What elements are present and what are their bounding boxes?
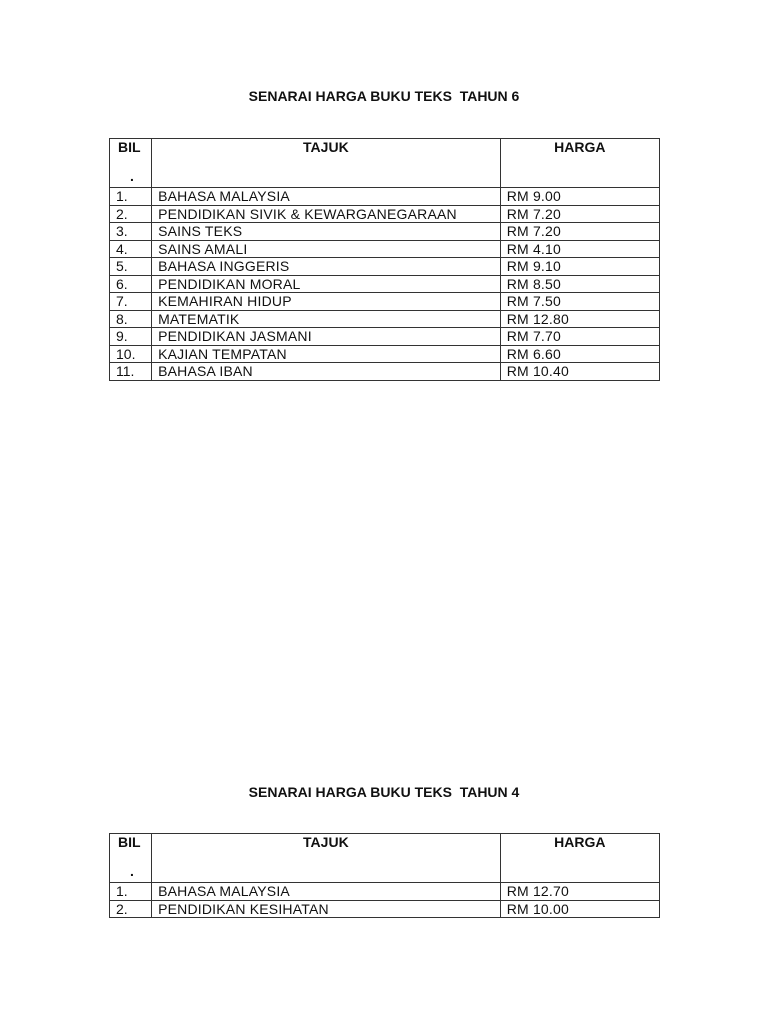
cell-harga: RM 7.70 [500, 328, 659, 346]
cell-tajuk: PENDIDIKAN MORAL [152, 275, 501, 293]
cell-tajuk: SAINS TEKS [152, 223, 501, 241]
table-row [110, 363, 660, 381]
cell-bil: 3. [110, 223, 152, 241]
cell-tajuk: BAHASA MALAYSIA [152, 883, 501, 901]
table-row [110, 293, 660, 311]
table-row [110, 275, 660, 293]
cell-harga: RM 10.40 [500, 363, 659, 381]
table-row [110, 223, 660, 241]
cell-tajuk: PENDIDIKAN SIVIK & KEWARGANEGARAAN [152, 205, 501, 223]
header-harga [500, 834, 659, 883]
cell-tajuk: MATEMATIK [152, 310, 501, 328]
header-tajuk-label: TAJUK [303, 834, 349, 850]
cell-bil: 7. [110, 293, 152, 311]
cell-tajuk: PENDIDIKAN JASMANI [152, 328, 501, 346]
table-header-row [110, 834, 660, 883]
cell-harga: RM 12.80 [500, 310, 659, 328]
cell-harga: RM 12.70 [500, 883, 659, 901]
cell-harga: RM 8.50 [500, 275, 659, 293]
price-table-tahun-4 [109, 833, 660, 918]
header-harga-label: HARGA [554, 139, 606, 155]
cell-bil: 11. [110, 363, 152, 381]
header-bil-dot: . [130, 168, 134, 184]
header-bil-dot: . [130, 863, 134, 879]
cell-harga: RM 7.20 [500, 205, 659, 223]
cell-harga: RM 10.00 [500, 900, 659, 918]
header-harga [500, 139, 659, 188]
cell-tajuk: BAHASA IBAN [152, 363, 501, 381]
table-row [110, 328, 660, 346]
cell-harga: RM 7.50 [500, 293, 659, 311]
cell-bil: 8. [110, 310, 152, 328]
cell-bil: 1. [110, 188, 152, 206]
cell-harga: RM 9.00 [500, 188, 659, 206]
cell-bil: 6. [110, 275, 152, 293]
cell-tajuk: BAHASA MALAYSIA [152, 188, 501, 206]
cell-tajuk: KEMAHIRAN HIDUP [152, 293, 501, 311]
cell-bil: 9. [110, 328, 152, 346]
table-row [110, 188, 660, 206]
price-table-tahun-6 [109, 138, 660, 381]
cell-tajuk: SAINS AMALI [152, 240, 501, 258]
header-bil-label: BIL [118, 139, 141, 155]
table-row [110, 205, 660, 223]
header-bil [110, 139, 152, 188]
header-tajuk [152, 139, 501, 188]
table-header-row [110, 139, 660, 188]
section-title-tahun-4: SENARAI HARGA BUKU TEKS TAHUN 4 [248, 784, 520, 800]
header-bil-label: BIL [118, 834, 141, 850]
cell-bil: 2. [110, 900, 152, 918]
cell-bil: 4. [110, 240, 152, 258]
section-title-tahun-6: SENARAI HARGA BUKU TEKS TAHUN 6 [248, 88, 520, 104]
cell-tajuk: BAHASA INGGERIS [152, 258, 501, 276]
header-bil [110, 834, 152, 883]
table-row [110, 345, 660, 363]
cell-tajuk: KAJIAN TEMPATAN [152, 345, 501, 363]
cell-bil: 10. [110, 345, 152, 363]
cell-bil: 1. [110, 883, 152, 901]
table-row [110, 310, 660, 328]
cell-harga: RM 9.10 [500, 258, 659, 276]
table-row [110, 900, 660, 918]
table-row [110, 883, 660, 901]
header-tajuk [152, 834, 501, 883]
header-harga-label: HARGA [554, 834, 606, 850]
cell-harga: RM 4.10 [500, 240, 659, 258]
cell-bil: 2. [110, 205, 152, 223]
cell-harga: RM 7.20 [500, 223, 659, 241]
cell-tajuk: PENDIDIKAN KESIHATAN [152, 900, 501, 918]
table-row [110, 240, 660, 258]
cell-bil: 5. [110, 258, 152, 276]
cell-harga: RM 6.60 [500, 345, 659, 363]
header-tajuk-label: TAJUK [303, 139, 349, 155]
table-row [110, 258, 660, 276]
